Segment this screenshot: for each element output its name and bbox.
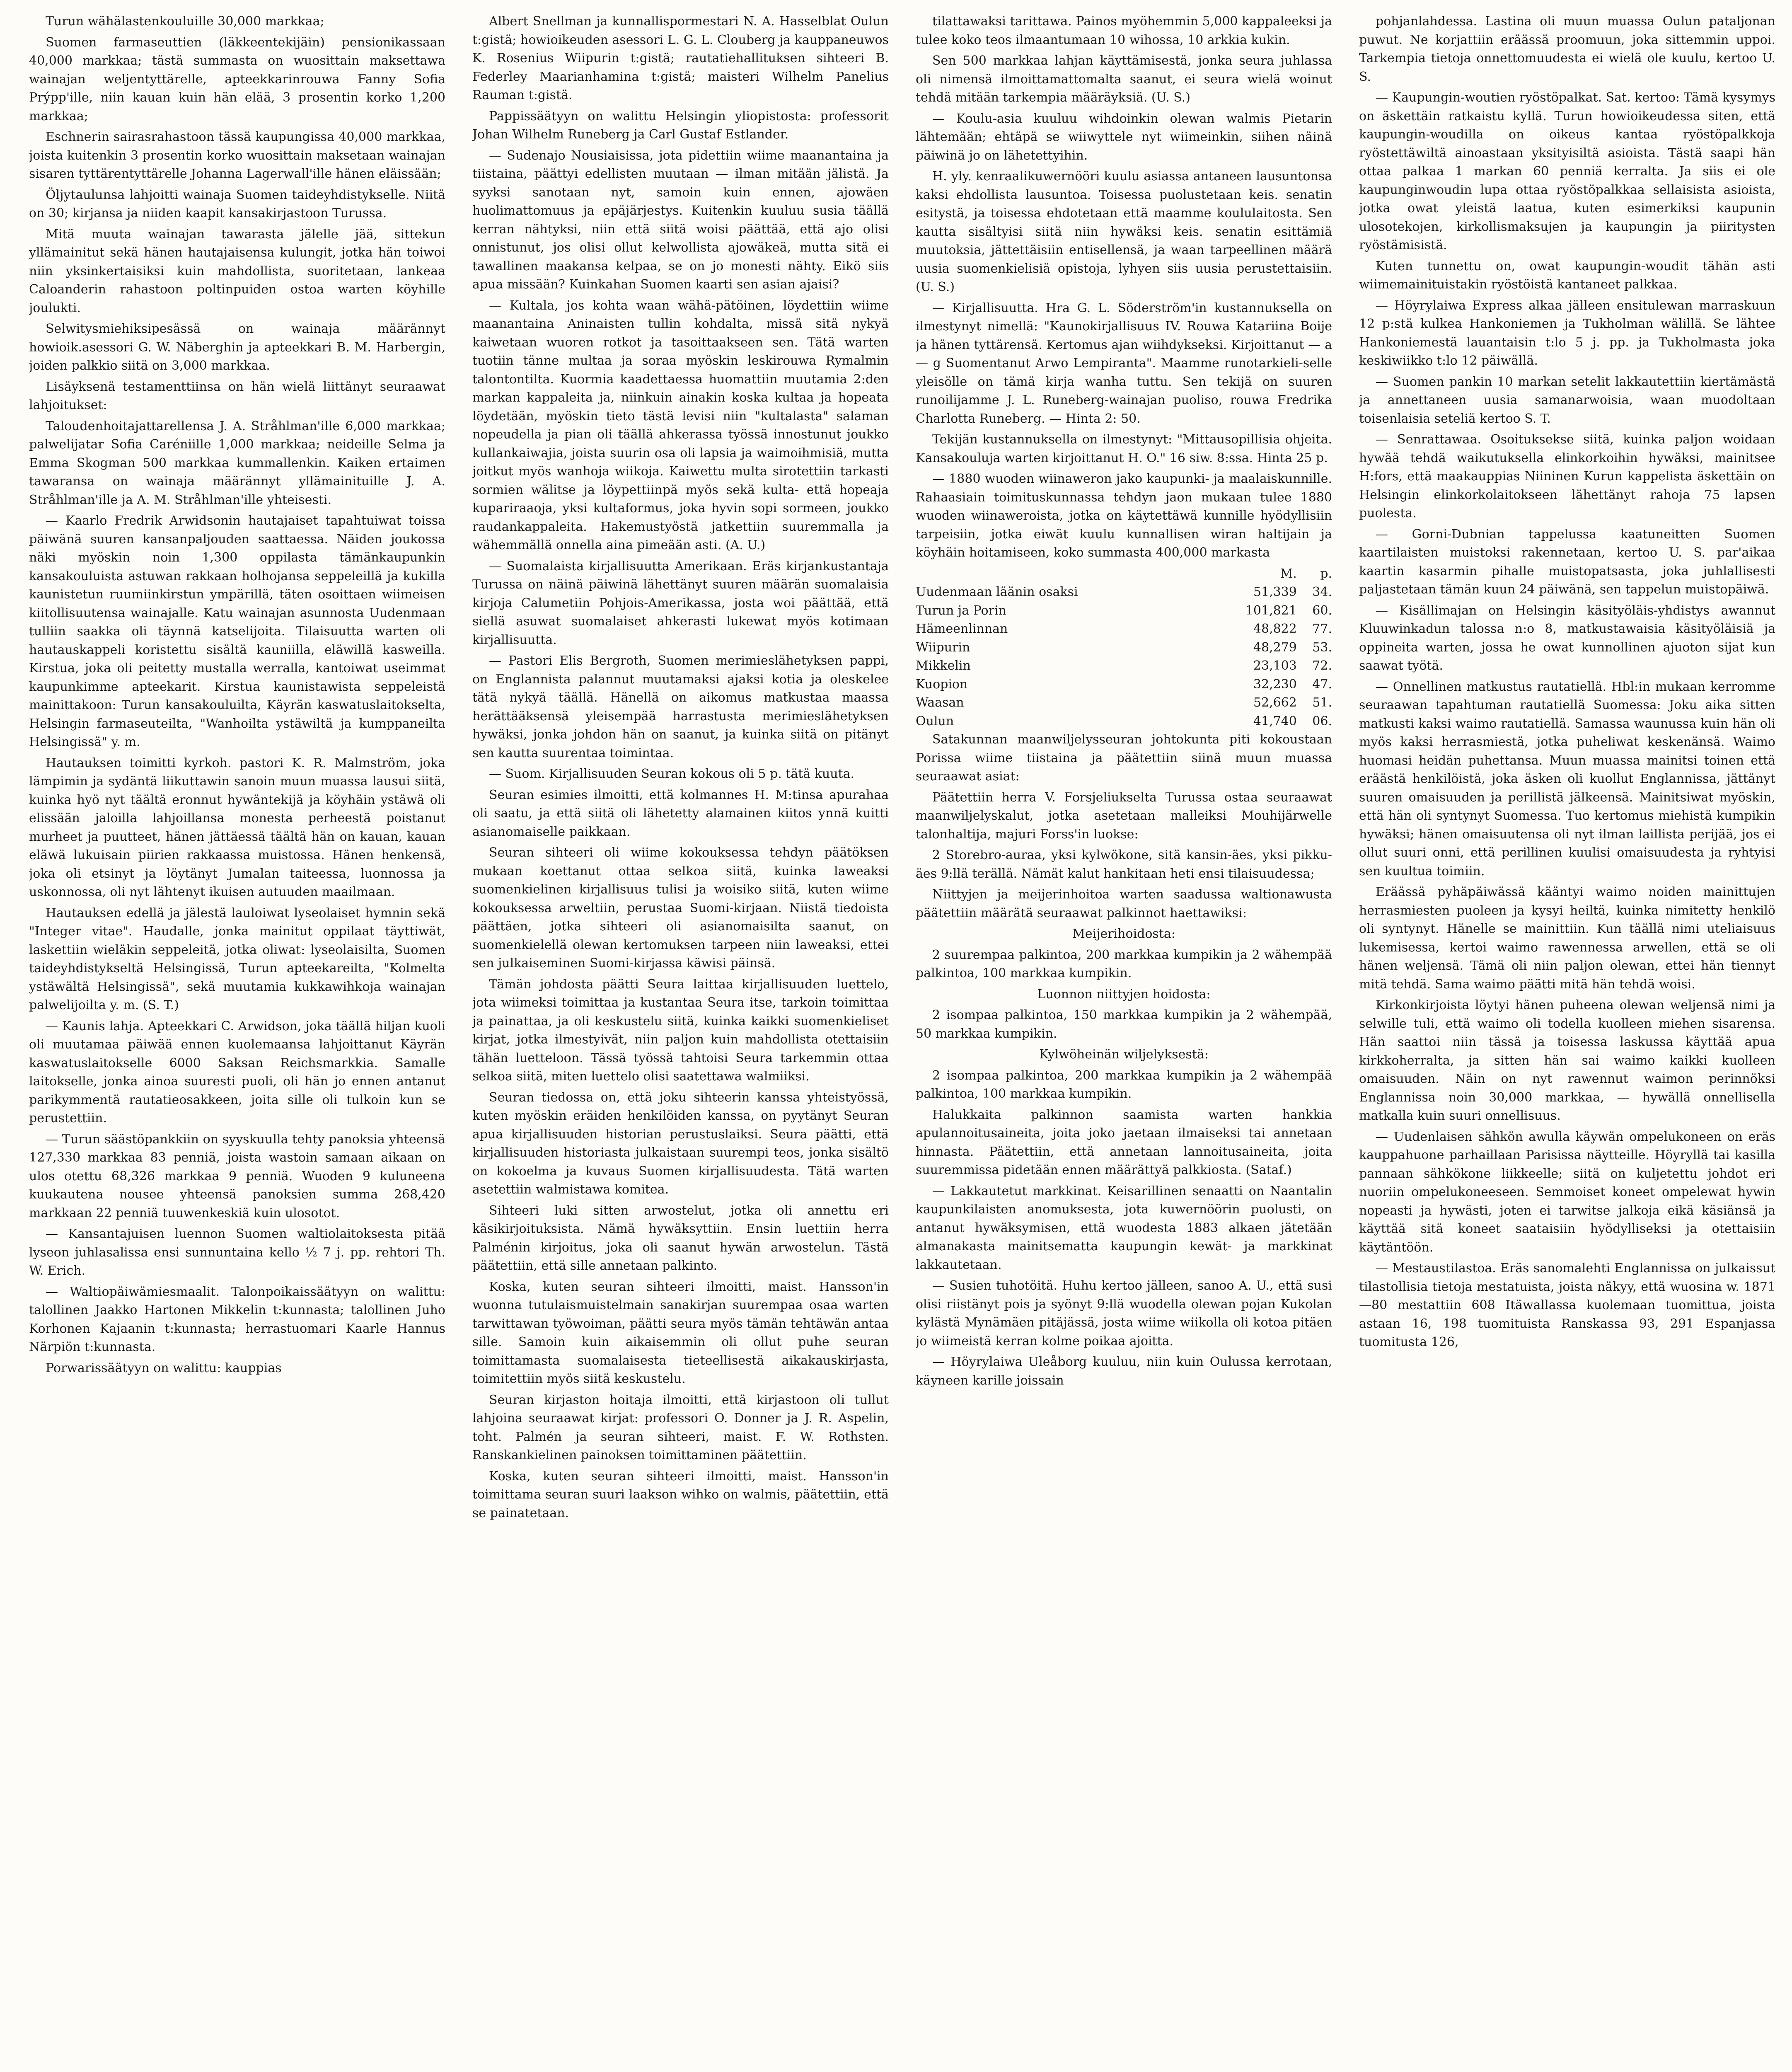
- article-bailiff-fees: — Kaupungin-woutien ryöstöpalkat. Sat. kertoo: Tämä kysymys on äskettäin ratkaistu kyllä. Turun howioikeudessa siten, että kaupungin-woudilla on oikeus kantaa ryöstöpalkkoja ryöstettäwiltä ainoastaan yksityisiltä asioista. Tästä saapi hän ottaa palkaa 1 markan 60 penniä kerralta. Ja siis ei ole kaupunginwoudin lupa ottaa ryöstöpalkkaa sellaisista asioista, jotka owat yleistä laatua, kuten esimerkiksi kaupunin ulosotekojen, kirkollismaksujen ja kaupungin ja piiritysten ryöstämisistä.: [1359, 90, 1775, 252]
- table-row: Uudenmaan läänin osaksi 51,339 34.: [916, 585, 1332, 599]
- article-elections: — Waltiopäiwämiesmaalit. Talonpoikaissäätyyn on walittu: talollinen Jaakko Hartonen Mikkelin t:kunnasta; talollinen Juho Korhonen Kajaanin t:kunnasta; herrastuomari Kaarle Hannus Närpiön t:kunnasta.: [29, 1284, 445, 1354]
- article-paragraph: Sihteeri luki sitten arwostelut, jotka oli annettu eri käsikirjoituksista. Nämä hywäksyttiin. Ensin luettiin herra Palménin kirjoitus, joka oli saanut hywän arwostelun. Tästä päätettiin, että sille annetaan palkinto.: [472, 1203, 889, 1273]
- article-pastor-bergroth: — Pastori Elis Bergroth, Suomen merimieslähetyksen pappi, on Englannista palannut muutamaksi ajaksi kotia ja oleskelee tätä nykyä täällä. Hänellä on aikomus matkustaa maassa herättääksensä yleisempää harrastusta merimieslähetyksen hywäksi, jonka johdon hän on saanut, ja kuinka siitä on pitänyt sen kautta suurentaa toimintaa.: [472, 654, 889, 760]
- article-paragraph: pohjanlahdessa. Lastina oli muun muassa Oulun pataljonan puwut. Ne korjattiin eräässä proomuun, joka sittemmin uppoi. Tarkempia tietoja onnettomuudesta ei wielä ole kuulu, kertoo U. S.: [1359, 14, 1775, 84]
- article-markets-closed: — Lakkautetut markkinat. Keisarillinen senaatti on Naantalin kaupunkilaisten anomuksesta, jota kuwernöörin puolusti, on antanut hywäksymisen, että wuodesta 1883 alkaen jätetään almanakasta mainitsematta kaupungin kewät- ja markkinat lakkautetaan.: [916, 1184, 1332, 1272]
- article-execution-statistics: — Mestaustilastoa. Eräs sanomalehti Englannissa on julkaissut tilastollisia tietoja mestatuista, joista näkyy, että wuosina w. 1871—80 mestattiin 608 Itäwallassa kuolemaan tuomittua, joista astaan 16, 198 tuomituista Ranskassa 93, 291 Espanjassa tuomitusta 126,: [1359, 1261, 1775, 1349]
- article-paragraph: 2 isompaa palkintoa, 150 markkaa kumpikin ja 2 wähempää, 50 markkaa kumpikin.: [916, 1008, 1332, 1041]
- article-wolf-hunt: — Sudenajo Nousiaisissa, jota pidettiin wiime maanantaina ja tiistaina, päättyi edellisten muutaan — ilman mitään jälistä. Ja syyksi sanotaan nyt, samoin kuin ennen, ajowäen huolimattomuus ja epäjärjestys. Kuitenkin kuuluu susia täällä kerran nähtyksi, niin että siitä woisi päättää, että ajo olisi onnistunut, jos olisi ollut kelwollista ajowäkeä, mutta sitä ei tawallinen maakansa kelpaa, se on jo monesti nähty. Eikö siis apua missään? Kuinkahan Suomen kaarti sen asian ajaisi?: [472, 148, 889, 292]
- article-paragraph: Kuten tunnettu on, owat kaupungin-woudit tähän asti wiimemainituistakin ryöstöistä kantaneet palkkaa.: [1359, 259, 1775, 292]
- article-example: — Senrattawaa. Osoituksekse siitä, kuinka paljon woidaan hywää tehdä waikutuksella elinkorkoihin hywäksi, mainitsee H:fors, että maakauppias Niininen Kurun kappelista äskettäin on Helsingin elinkorkolaitokseen lähettänyt rahoja 75 lapsen puolesta.: [1359, 432, 1775, 520]
- article-paragraph: 2 isompaa palkintoa, 200 markkaa kumpikin ja 2 wähempää palkintoa, 100 markkaa kumpikin.: [916, 1068, 1332, 1101]
- article-wolves: — Susien tuhotöitä. Huhu kertoo jälleen, sanoo A. U., että susi olisi riistänyt pois ja syönyt 9:llä wuodella olewan pojan Kukolan kylästä Mynämäen pitäjässä, josta wiime wiikolla oli kotoa pitäen jo wiimeistä kerran kolme poikaa ajoitta.: [916, 1278, 1332, 1348]
- article-paragraph: Kirkonkirjoista löytyi hänen puheena olewan weljensä nimi ja selwille tuli, että waimo oli todella kuolleen miehen sisarensa. Hän saattoi niin tässä ja toisessa laskussa käyttää apua kirkkoherralta, ja sitten hän sai waimo kaikki kuolleen omaisuuden. Näin on nyt rawennut waimon perinnöksi Englannissa noin 30,000 markkaa, — hywällä onnellisella matkalla kuin suuri onnellisuus.: [1359, 998, 1775, 1123]
- article-paragraph: Tämän johdosta päätti Seura laittaa kirjallisuuden luettelo, jota wiimeksi toimittaa ja kustantaa Seura itse, tarkoin toimittaa ja painattaa, ja oli keskustelu siitä, kuinka kaikki suomenkieliset kirjat, jotka ilmestyivät, niin paljon kuin mahdollista otettaisiin tähän luetteloon. Tässä työssä tahtoisi Seura tarkemmin ottaa selkoa siitä, miten luettelo olisi saatettawa walmiiksi.: [472, 977, 889, 1084]
- liquor-tax-table: [916, 565, 1332, 731]
- table-row: Turun ja Porin 101,821 60.: [916, 603, 1332, 618]
- column-3: [916, 12, 1332, 2072]
- table-row: Hämeenlinnan 48,822 77.: [916, 622, 1332, 636]
- article-paragraph: Öljytaulunsa lahjoitti wainaja Suomen taideyhdistykselle. Niitä on 30; kirjansa ja niiden kaapit kansakirjastoon Turussa.: [29, 187, 445, 220]
- article-paragraph: Hautauksen toimitti kyrkoh. pastori K. R. Malmström, joka lämpimin ja sydäntä liikuttawin sanoin muun muassa lausui siitä, kuinka hyö nyt täältä eronnut hywäntekijä ja köyhäin ystäwä oli elissään jaloilla lahjoillansa monesta perheestä poistanut murheet ja puutteet, hänen jättäessä täältä hän on kauan, kauan eläwä lukuisain piirien rakkaassa muistossa. Hänen henkensä, joka oli etsinyt ja löytänyt Jumalan taiteessa, luonnossa ja uskonnossa, oli nyt lähtenyt ikuisen autuuden maailmaan.: [29, 755, 445, 899]
- article-paragraph: Eräässä pyhäpäiwässä kääntyi waimo noiden mainittujen herrasmiesten puoleen ja kysyi heiltä, kuinka nimitetty henkilö oli syntynyt. Hänelle se mainittiin. Kun täällä nimi uteliaisuus lukemisessa, kertoi waimo rawennessa arwellen, että se oli hänen weljensä. Tämä oli niin paljon olewan, ettei hän tiennyt mitä tehdä. Sama waimo päätti mitä hän tehdä woisi.: [1359, 885, 1775, 992]
- article-paragraph: Albert Snellman ja kunnallispormestari N. A. Hasselblat Oulun t:gistä; howioikeuden asessori L. G. L. Clouberg ja kauppaneuwos K. Rosenius Wiipurin t:gistä; rautatiehallituksen sihteeri B. Federley Maarianhamina t:gistä; maisteri Wilhelm Panelius Rauman t:gistä.: [472, 14, 889, 102]
- article-literature-society: — Suom. Kirjallisuuden Seuran kokous oli 5 p. tätä kuuta.: [489, 767, 855, 781]
- article-paragraph: Koska, kuten seuran sihteeri ilmoitti, maist. Hansson'in toimittama seuran suuri laakson wihko on walmis, päätettiin, että se painatetaan.: [472, 1469, 889, 1520]
- table-row: Wiipurin 48,279 53.: [916, 640, 1332, 655]
- article-kaunis-lahja: — Kaunis lahja. Apteekkari C. Arwidson, joka täällä hiljan kuoli oli muutamaa päiwää ennen kuolemaansa lahjoittanut Käyrän kaswatuslaitokselle 6000 Saksan Reichsmarkkia. Samalle laitokselle, jonka ainoa suuresti puoli, oli hän jo ennen antanut parikymmentä rautatieosakkeen, joita sille oli tulkoin kun se perustettiin.: [29, 1019, 445, 1126]
- header-penni: p.: [1320, 566, 1332, 581]
- article-paragraph: Hautauksen edellä ja jälestä lauloiwat lyseolaiset hymnin sekä "Integer vitae". Haudalle, jonka mainitut oppilaat täyttiwät, laskettiin wieläkin seppeleitä, jotka oliwat: lyseolaisilta, Suomen taideyhdistykseltä Helsingissä, Turun apteekareilta, "Kolmelta ystäwältä Helsingissä", sekä muutamia kukkawihkoja wainajan palwelijoilta y. m. (S. T.): [29, 905, 445, 1012]
- article-paragraph: Porwarissäätyyn on walittu: kauppias: [46, 1360, 282, 1375]
- article-satakunta-society: Satakunnan maanwiljelysseuran johtokunta piti kokoustaan Porissa wiime tiistaina ja päätettiin siinä muun muassa seuraawat asiat:: [916, 732, 1332, 784]
- article-arwidson-funeral: — Kaarlo Fredrik Arwidsonin hautajaiset tapahtuiwat toissa päiwänä suuren kansanpaljouden saattaessa. Näiden joukossa näki myöskin noin 1,300 oppilasta tämänkaupunkin kansakouluista astuwan rakkaan holhojansa seppeleillä ja kukilla kaunistetun ruumiinkirstun ympärillä, täten osoittaen wiimeisen kiitollisuutensa wainajalle. Katu wainajan asunnosta Uudenmaan tulliin saakka oli täynnä katselijoita. Tilaisuutta warten oli hautauskappeli koristettu sisältä kauniilla, eläwillä kasweilla. Kirstua, joka oli peitetty mustalla werralla, kantoiwat useimmat kaupunkimme apteekarit. Kirstua kaunistawista seppeleistä mainittakoon: Turun kansakouluilta, Käyrän kaswatuslaitokselta, Helsingin farmaseuteilta, "Wanhoilta ystäwiltä ja kumppaneilta Helsingissä" y. m.: [29, 513, 445, 749]
- article-paragraph: Seuran kirjaston hoitaja ilmoitti, että kirjastoon oli tullut lahjoina seuraawat kirjat: professori O. Donner ja J. R. Aspelin, toht. Palmén ja seuran sihteeri, maist. F. W. Rothsten. Ranskankielinen painoksen toimittaminen päätettiin.: [472, 1392, 889, 1462]
- article-paragraph: Tekijän kustannuksella on ilmestynyt: "Mittausopillisia ohjeita. Kansakouluja warten kirjoittanut H. O." 16 siw. 8:ssa. Hinta 25 p.: [916, 432, 1332, 465]
- article-paragraph: Suomen farmaseuttien (läkkeentekijäin) pensionikassaan 40,000 markkaa; tästä summasta on wuosittain maksettawa wainajan weljentyttärelle, apteekkarinrouwa Fanny Sofia Prýpp'ille, niin kauan kuin hän elää, 3 prosentin korko 1,200 markkaa;: [29, 35, 445, 123]
- header-markka: M.: [1280, 566, 1297, 581]
- table-row: Oulun 41,740 06.: [916, 714, 1332, 729]
- article-paragraph: Seuran tiedossa on, että joku sihteerin kanssa yhteistyössä, kuten myöskin eräiden henkilöiden kanssa, on pyytänyt Seuran apua kirjallisuuden historian perustuslaiksi. Seura päätti, että kirjallisuuden historiasta julkaistaan suurempi teos, jonka sisältö on kokoelma ja kuvaus Suomen kirjallisuudesta. Tätä warten asetettiin walmistawa komitea.: [472, 1090, 889, 1197]
- table-row: Waasan 52,662 51.: [916, 695, 1332, 710]
- article-kultala: — Kultala, jos kohta waan wähä-pätöinen, löydettiin wiime maanantaina Aninaisten tullin kohdalta, missä sitä nykyä kaiwetaan wuoren rotkot ja tasoittaakseen sen. Tätä warten tuotiin tänne multaa ja soraa myöskin leskirouwa Rymalmin talontontilta. Kuormia kaadettaessa huomattiin muutamia 2:den markan kappaleita ja, niinkuin ainakin koska kultaa ja hopeata löydetään, myöskin tieto tästä levisi niin "kultalasta" salaman nopeudella ja pian oli täällä ahkerassa työssä innostunut joukko kullankaiwajia, joista suurin osa oli lapsia ja waimoihmisiä, mutta joitkut myös wanhoja wiikoja. Kaiwettu multa sirotettiin tarkasti sormien wälitse ja löypettiinpä myös sekä kulta- että hopeaja kupariraaoja, yksi kultaformus, joka hyvin sopi sormeen, joukko raudankappaleita. Hakemustyöstä jatkettiin suuremmalla ja wähemmällä onnella aina pimeään asti. (A. U.): [472, 298, 889, 552]
- article-paragraph: Seuran sihteeri oli wiime kokouksessa tehdyn päätöksen mukaan koettanut ottaa selkoa siitä, kuinka laweaksi suomenkielinen kirjallisuus tulisi ja woisiko siitä, kuten wiime kokouksessa arweltiin, perustaa Suomi-kirjaan. Niistä tiedoista päättäen, jotka sihteeri oli asianomaisilta saanut, on suomenkielellä olewan kertomuksen tarpeen niin laweaksi, ettei sen julkaiseminen Suomi-kirjassa käwisi päinsä.: [472, 845, 889, 971]
- article-paragraph: H. yly. kenraalikuwernööri kuulu asiassa antaneen lausuntonsa kaksi ehdollista lausuntoa. Toisessa puolustetaan keis. senatin esitystä, ja toisessa ehdotetaan että maamme koululaitosta. Sen kautta sisältyisi siitä niin hywäksi keis. senatin esittämiä muutoksia, jättettäisiin entisellensä, ja waan tarpeellinen määrä uusia suomenkielisiä opistoja, lyhyen siis uusia perustettaisiin. (U. S.): [916, 169, 1332, 294]
- article-paragraph: 2 suurempaa palkintoa, 200 markkaa kumpikin ja 2 wähempää palkintoa, 100 markkaa kumpikin.: [916, 947, 1332, 980]
- article-paragraph: Seuran esimies ilmoitti, että kolmannes H. M:tinsa apurahaa oli saatu, ja että siitä oli lähetetty alamainen kiitos ynnä kuitti asianomaiselle paikkaan.: [472, 787, 889, 839]
- article-lucky-journey: — Onnellinen matkustus rautatiellä. Hbl:in mukaan kerromme seuraawan tapahtuman rautatiellä Suomessa: Joku aika sitten matkusti kaksi waimo rautatiellä. Samassa waunussa kuin hän oli myös kaksi herrasmiestä, jotka puheliwat keskenänsä. Waimo huomasi heidän puhettansa. Muun muassa mainitsi toinen että eräästä henkilöistä, joka äsken oli kuollut Englannissa, jättänyt suuren omaisuuden ja perillistä jälkeensä. Mainitsiwat myöskin, että hän oli syntynyt Suomessa. Tuo kertomus miehistä kumpikin hywäksi; hänen omaisuutensa oli nyt ilman laillista perijää, jos ei ollut suuri onni, että perillinen kuulisi omaisuudesta ja ryhtyisi sen kuultua toimiin.: [1359, 679, 1775, 879]
- article-paragraph: Eschnerin sairasrahastoon tässä kaupungissa 40,000 markkaa, joista kuitenkin 3 prosentin korko wuosittain maksetaan wainajan sisaren tyttärentyttärelle Johanna Lagerwall'ille hänen eläissään;: [29, 130, 445, 181]
- article-literature: — Kirjallisuutta. Hra G. L. Söderström'in kustannuksella on ilmestynyt nimellä: "Kaunokirjallisuus IV. Rouwa Katariina Boije ja hänen tyttärensä. Kertomus ajan wiihdykseksi. Kirjoittanut — a — g Suomentanut Arwo Lempiranta". Maamme runotarkieli-selle yleisölle on tämä kirja wanha tuttu. Sen tekijä on suuren runoilijamme J. L. Runeberg-wainajan puoliso, rouwa Fredrika Charlotta Runeberg. — Hinta 2: 50.: [916, 300, 1332, 426]
- subheading: Kylwöheinän wiljelyksestä:: [1039, 1047, 1209, 1062]
- article-journeymen-house: — Kisällimajan on Helsingin käsityöläis-yhdistys awannut Kluuwinkadun talossa n:o 8, matkustawaisia käsityöläisiä ja oppineita warten, jossa he owat kunnollinen ajuoton sijat kun saawat työtä.: [1359, 603, 1775, 673]
- article-paragraph: Lisäyksenä testamenttiinsa on hän wielä liittänyt seuraawat lahjoitukset:: [29, 379, 445, 412]
- article-paragraph: Halukkaita palkinnon saamista warten hankkia apulannoitusaineita, joita joko jaetaan ilmaiseksi tai annetaan hinnasta. Päätettiin, että annetaan lannoitusaineita, joita suuremmissa pidetään ennen määrättyä palkkiosta. (Sataf.): [916, 1107, 1332, 1177]
- column-1: [29, 12, 445, 2072]
- column-2: [472, 12, 889, 2072]
- text-columns: [29, 12, 1775, 2072]
- table-header-row: [916, 565, 1332, 583]
- article-school-matter: — Koulu-asia kuuluu wihdoinkin olewan walmis Pietarin lähtemään; ehtäpä se wiiwyttele nyt wiimeinkin, siihen näinä päiwinä jo on lähetettyihin.: [916, 111, 1332, 163]
- article-paragraph: Selwitysmiehiksipesässä on wainaja määrännyt howioik.asessori G. W. Näberghin ja apteekkari B. M. Harbergin, joiden palkkio siitä on 3,000 markkaa.: [29, 322, 445, 373]
- article-steamer-express: — Höyrylaiwa Express alkaa jälleen ensitulewan marraskuun 12 p:stä kulkea Hankoniemen ja Tukholman wälillä. Se lähtee Hankoniemestä lauantaisin t:lo 5 j. pp. ja Tukholmasta joka keskiwiikko t:lo 12 päiwällä.: [1359, 298, 1775, 368]
- table-row: Kuopion 32,230 47.: [916, 677, 1332, 692]
- table-row: Mikkelin 23,103 72.: [916, 658, 1332, 673]
- subheading: Luonnon niittyjen hoidosta:: [1037, 987, 1211, 1002]
- article-savings-bank: — Turun säästöpankkiin on syyskuulla tehty panoksia yhteensä 127,330 markkaa 83 penniä, joista wastoin samaan aikaan on ulos otettu 68,326 markkaa 9 penniä. Wuoden 9 kuluneena kuukautena nousee yhteensä panoksien summa 268,420 markkaan 22 penniä tuuwenkeskiä kuin ulosotot.: [29, 1132, 445, 1220]
- article-gorni-dubnik-memorial: — Gorni-Dubnian tappelussa kaatuneitten Suomen kaartilaisten muistoksi rakennetaan, kertoo U. S. par'aikaa kaartin kasarmin pihalle muistopatsasta, joka juhlallisesti paljastetaan tämän kuun 24 päiwänä, sen tappelun muistopäiwä.: [1359, 527, 1775, 597]
- article-literature-america: — Suomalaista kirjallisuutta Amerikaan. Eräs kirjankustantaja Turussa on näinä päiwinä lähettänyt suuren määrän suomalaisia kirjoja Calumetiin Pohjois-Amerikassa, josta woi päättää, että siellä asuwat suomalaiset ahkerasti lukewat myös kotimaan kirjallisuutta.: [472, 559, 889, 647]
- column-4: [1359, 12, 1775, 2072]
- article-paragraph: Pappissäätyyn on walittu Helsingin yliopistosta: professorit Johan Wilhelm Runeberg ja Carl Gustaf Estlander.: [472, 109, 889, 142]
- article-paragraph: Sen 500 markkaa lahjan käyttämisestä, jonka seura juhlassa oli nimensä ilmoittamattomalta saanut, ei seura wielä woinut tehdä mitään tarkempia määräyksiä. (U. S.): [916, 53, 1332, 105]
- subheading: Meijerihoidosta:: [1072, 927, 1175, 941]
- article-paragraph: Turun wähälastenkouluille 30,000 markkaa;: [46, 14, 324, 29]
- article-steamer-uleaborg: — Höyrylaiwa Uleåborg kuuluu, niin kuin Oulussa kerrotaan, käyneen karille joissain: [916, 1355, 1332, 1388]
- article-paragraph: Niittyjen ja meijerinhoitoa warten saadussa waltionawusta päätettiin määrätä seuraawat palkinnot haettawiksi:: [916, 887, 1332, 920]
- article-paragraph: Taloudenhoitajattarellensa J. A. Stråhlman'ille 6,000 markkaa; palwelijatar Sofia Caréniille 1,000 markkaa; neideille Selma ja Emma Skogman 500 markkaa kummallenkin. Kaiken ertaimen tawaransa on wainaja määrännyt yllämainituille J. A. Stråhlman'ille ja A. M. Stråhlman'ille yhteisesti.: [29, 419, 445, 507]
- article-sewing-machine: — Uudenlaisen sähkön awulla käywän ompelukoneen on eräs kauppahuone parhaillaan Parisissa näytteille. Höyryllä tai kasilla pannaan sähkökone liikkeelle; siitä on kuljetettu johdot eri nuoriin ompelukoneeseen. Semmoiset koneet ompelewat hywin nopeasti ja hywästi, joten ei tarwitse jalkoja eikä käsiänsä ja käyttää sitä koneet saataisiin hyödylliseksi ja otettaisiin käytäntöön.: [1359, 1129, 1775, 1255]
- article-bank-notes: — Suomen pankin 10 markan setelit lakkautettiin kiertämästä ja annettaneen uusia samanarwoisia, waan muodoltaan toisenlaisia seteliä kertoo S. T.: [1359, 374, 1775, 426]
- article-paragraph: Koska, kuten seuran sihteeri ilmoitti, maist. Hansson'in wuonna tutulaismuistelmain sanakirjan suurempaa osaa warten tarwittawan työwoiman, päätti seura myös tämän tehtäwän antaa sille. Samoin kuin aikaisemmin oli ollut puhe seuran toimittamasta suomalaisesta tieteellisestä aikakauskirjasta, toimitettiin myös siitä keskustelu.: [472, 1279, 889, 1386]
- article-paragraph: Mitä muuta wainajan tawarasta jälelle jää, sittekun yllämainitut sekä hänen hautajaisensa kulungit, jotka hän toiwoi niin yksinkertaisiksi kuin mahdollista, suoritetaan, lankeaa Caloanderin rahastoon poltinpuiden ostoa warten köyhille joulukti.: [29, 227, 445, 315]
- article-lecture: — Kansantajuisen luennon Suomen waltiolaitoksesta pitää lyseon juhlasalissa ensi sunnuntaina kello ½ 7 j. pp. rehtori Th. W. Erich.: [29, 1227, 445, 1278]
- article-paragraph: tilattawaksi tarittawa. Painos myöhemmin 5,000 kappaleeksi ja tulee koko teos ilmaantumaan 10 wihossa, 10 arkkia kukin.: [916, 14, 1332, 47]
- article-liquor-tax: — 1880 wuoden wiinaweron jako kaupunki- ja maalaiskunnille. Rahaasiain toimituskunnassa tehdyn jaon mukaan tulee 1880 wuoden wiinaweroista, jotka on käytettäwä kunnille hyödyllisiin tarpeisiin, jotka eiwät kuulu kunnallisen wiran haltijain ja köyhäin hoitamiseen, koko summasta 400,000 markasta: [916, 472, 1332, 560]
- article-paragraph: Päätettiin herra V. Forsjeliukselta Turussa ostaa seuraawat maanwiljelyskalut, jotka asetetaan malleiksi Mouhijärwelle talonhaltija, majuri Forss'in luokse:: [916, 790, 1332, 842]
- article-paragraph: 2 Storebro-auraa, yksi kylwökone, sitä kansin-äes, yksi pikku-äes 9:llä terällä. Nämät kalut hankitaan heti ensi tilaisuudessa;: [916, 848, 1332, 881]
